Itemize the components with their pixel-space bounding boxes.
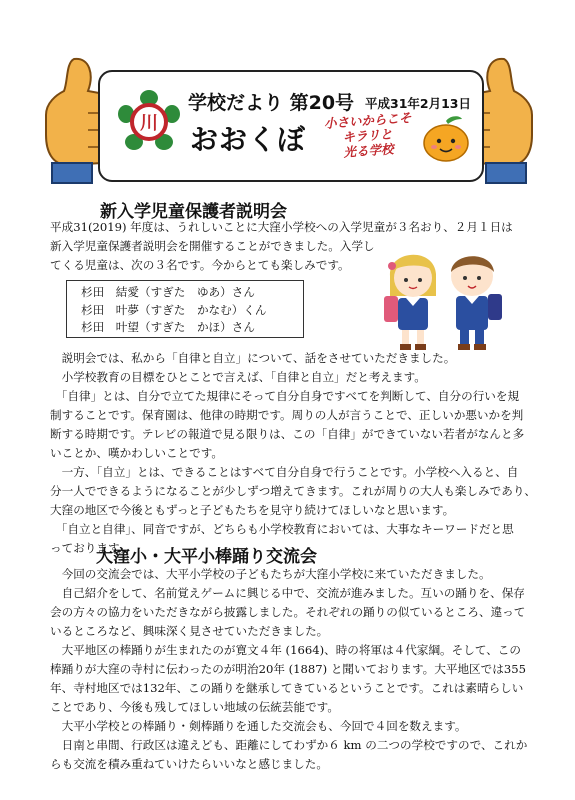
students-illustration [378, 240, 508, 352]
intro-line: てくる児童は、次の３名です。今からとても楽しみです。 [50, 258, 350, 272]
body-line: 「自律」とは、自分で立てた規律にそって自分自身ですべてを判断して、自分の行いを規 [50, 389, 520, 403]
body-line: っております。 [50, 541, 131, 555]
newsletter-date: 平成31年2月13日 [365, 96, 471, 111]
schoolboy-illustration [451, 256, 502, 350]
body-line: らも交流を積み重ねていけたらいいなと感じました。 [50, 757, 328, 771]
body-line: いるところなど、興味深く見させていただきました。 [50, 624, 329, 638]
body-line: 断する時期です。テレビの報道で見る限りは、この「自律」ができていない若者がなんと多 [50, 427, 525, 441]
body-line: 日南と串間、行政区は違えども、距離にしてわずか６ km の二つの学校ですので、これか [50, 738, 528, 752]
student-name: 杉田 叶夢（すぎた かなむ）くん [81, 302, 267, 317]
body-line: 制することです。保育園は、他律の時期です。周りの人が言うことで、正しいか悪いかを判 [50, 408, 524, 422]
newsletter-title: 学校だより 第20号 [188, 92, 355, 114]
emblem-character: 川 [140, 113, 158, 134]
intro-line: 平成31(2019) 年度は、うれしいことに大窪小学校への入学児童が３名おり、２月１日は [50, 220, 513, 234]
intro-line: 新入学児童保護者説明会を開催することができました。入学し [50, 239, 375, 253]
body-line: ことであり、今後も残してほしい地域の伝統芸能です。 [50, 700, 339, 714]
body-line: 年、寺村地区では132年、この踊りを継承してきているということです。これは素晴らしい [50, 681, 524, 695]
body-line: 分一人でできるようになることが少しずつ増えてきます。これが周りの大人も楽しみであり、 [50, 484, 537, 498]
body-line: 会の方々の協力をいただきながら披露しました。それぞれの踊りの似ているところ、違って [50, 605, 526, 619]
body-line: 一方、「自立」とは、できることはすべて自分自身で行うことです。小学校へ入ると、自 [50, 465, 519, 479]
newsletter-header [0, 0, 575, 190]
slogan-line: 小さいからこそ [323, 109, 412, 131]
slogan-line: キラリと [342, 126, 393, 145]
body-line: 大窪の地区で今後ともずっと子どもたちを見守り続けてほしいなと思います。 [50, 503, 455, 517]
body-line: 説明会では、私から「自律と自立」について、話をさせていただきました。 [50, 351, 456, 365]
body-line: 棒踊りが大窪の寺村に伝わったのが明治20年 (1887) と聞いております。大平地区では355 [50, 662, 526, 676]
slogan-line: 光る学校 [343, 141, 395, 160]
body-line: 小学校教育の目標をひとことで言えば、「自律と自立」だと考えます。 [50, 370, 426, 384]
section-heading-exchange: 大窪小・大平小棒踊り交流会 [96, 547, 317, 567]
section-heading-orientation: 新入学児童保護者説明会 [100, 202, 287, 222]
body-line: 大平地区の棒踊りが生まれたのが寛文４年 (1664)、時の将軍は４代家綱。そして、この [50, 643, 521, 657]
body-line: 「自立と自律」、同音ですが、どちらも小学校教育においては、大事なキーワードだと思 [50, 522, 514, 536]
new-students-box [66, 280, 304, 338]
citrus-mascot-icon [420, 115, 472, 163]
section1-body [50, 349, 537, 558]
section2-body [50, 565, 528, 774]
schoolgirl-illustration [384, 255, 436, 350]
student-name: 杉田 叶望（すぎた かほ）さん [81, 320, 255, 334]
school-emblem-icon [118, 90, 180, 152]
school-name: おおくぼ [190, 123, 307, 156]
body-line: 今回の交流会では、大平小学校の子どもたちが大窪小学校に来ていただきました。 [50, 567, 491, 581]
body-line: いことか、嘆かわしいことです。 [50, 446, 223, 460]
body-line: 自己紹介をして、名前覚えゲームに興じる中で、交流が進みました。互いの踊りを、保存 [50, 586, 525, 600]
body-line: 大平小学校との棒踊り・剣棒踊りを通した交流会も、今回で４回を数えます。 [50, 719, 467, 733]
school-slogan [324, 110, 412, 161]
student-name: 杉田 結愛（すぎた ゆあ）さん [81, 285, 255, 299]
